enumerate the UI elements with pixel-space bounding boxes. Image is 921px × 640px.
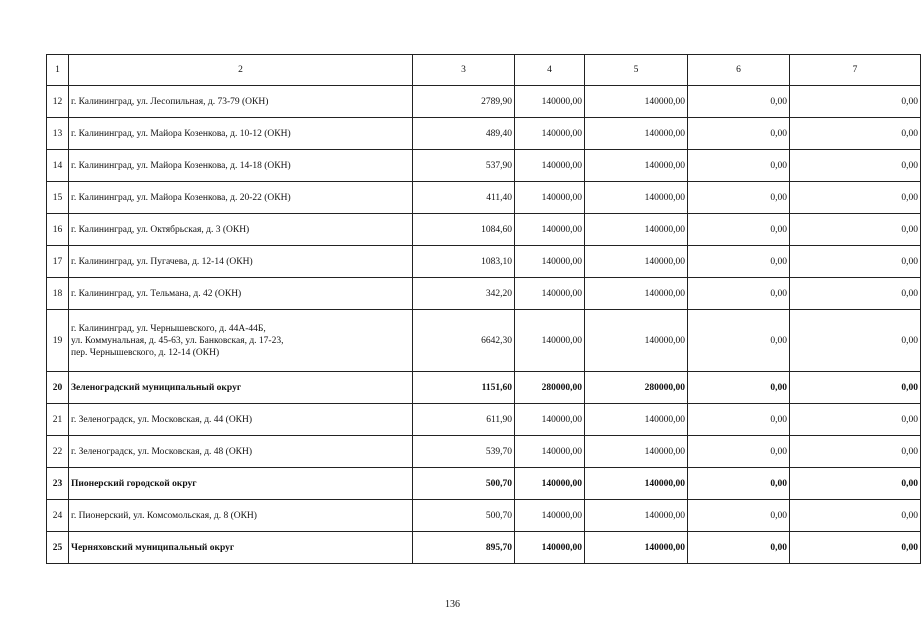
table-body: [47, 55, 921, 564]
value-col6-cell: 0,00: [688, 500, 790, 532]
value-col4-cell: 140000,00: [515, 468, 585, 500]
value-col7-cell: 0,00: [790, 532, 921, 564]
value-col6-cell: 0,00: [688, 468, 790, 500]
value-col5-cell: 140000,00: [585, 246, 688, 278]
value-col7-cell: 0,00: [790, 86, 921, 118]
value-col6-cell: 0,00: [688, 436, 790, 468]
row-number-cell: 16: [47, 214, 69, 246]
value-col7-cell: 0,00: [790, 468, 921, 500]
area-cell: 895,70: [413, 532, 515, 564]
value-col4-cell: 140000,00: [515, 404, 585, 436]
table-row: [47, 246, 921, 278]
value-col7-cell: 0,00: [790, 310, 921, 372]
value-col7-cell: 0,00: [790, 150, 921, 182]
value-col5-cell: 140000,00: [585, 214, 688, 246]
area-cell: 537,90: [413, 150, 515, 182]
address-cell: [69, 278, 413, 310]
address-cell: [69, 118, 413, 150]
address-line: г. Калининград, ул. Октябрьская, д. 3 (ОКН): [71, 224, 250, 235]
address-line: г. Калининград, ул. Майора Козенкова, д. 10-12 (ОКН): [71, 128, 291, 139]
value-col6-cell: 0,00: [688, 214, 790, 246]
value-col6-cell: 0,00: [688, 86, 790, 118]
value-col7-cell: 0,00: [790, 372, 921, 404]
address-cell: [69, 214, 413, 246]
row-number-cell: 15: [47, 182, 69, 214]
address-line: г. Зеленоградск, ул. Московская, д. 44 (ОКН): [71, 414, 253, 425]
address-cell: [69, 532, 413, 564]
address-line: г. Калининград, ул. Чернышевского, д. 44А-44Б,: [71, 323, 266, 334]
data-table: [46, 54, 921, 564]
address-cell: [69, 182, 413, 214]
value-col4-cell: 140000,00: [515, 500, 585, 532]
row-number-cell: 25: [47, 532, 69, 564]
table-row: [47, 436, 921, 468]
value-col6-cell: 0,00: [688, 278, 790, 310]
table-row: [47, 182, 921, 214]
address-cell: [69, 150, 413, 182]
address-line: Черняховский муниципальный округ: [71, 542, 235, 553]
value-col5-cell: 280000,00: [585, 372, 688, 404]
value-col6-cell: 0,00: [688, 150, 790, 182]
address-line: пер. Чернышевского, д. 12-14 (ОКН): [71, 347, 220, 358]
address-line: г. Зеленоградск, ул. Московская, д. 48 (ОКН): [71, 446, 253, 457]
row-number-cell: 12: [47, 86, 69, 118]
table-row: [47, 86, 921, 118]
column-header: 3: [413, 55, 515, 86]
area-cell: 1083,10: [413, 246, 515, 278]
table-row: [47, 278, 921, 310]
value-col7-cell: 0,00: [790, 500, 921, 532]
area-cell: 2789,90: [413, 86, 515, 118]
area-cell: 489,40: [413, 118, 515, 150]
value-col5-cell: 140000,00: [585, 310, 688, 372]
value-col6-cell: 0,00: [688, 310, 790, 372]
value-col4-cell: 280000,00: [515, 372, 585, 404]
address-line: г. Калининград, ул. Лесопильная, д. 73-79 (ОКН): [71, 96, 269, 107]
address-line: ул. Коммунальная, д. 45-63, ул. Банковская, д. 17-23,: [71, 335, 284, 346]
value-col7-cell: 0,00: [790, 246, 921, 278]
address-cell: [69, 246, 413, 278]
row-number-cell: 17: [47, 246, 69, 278]
table-row: [47, 150, 921, 182]
value-col7-cell: 0,00: [790, 404, 921, 436]
value-col5-cell: 140000,00: [585, 278, 688, 310]
value-col7-cell: 0,00: [790, 278, 921, 310]
column-header: 2: [69, 55, 413, 86]
row-number-cell: 18: [47, 278, 69, 310]
row-number-cell: 14: [47, 150, 69, 182]
value-col6-cell: 0,00: [688, 118, 790, 150]
address-cell: [69, 468, 413, 500]
table-row: [47, 500, 921, 532]
value-col5-cell: 140000,00: [585, 500, 688, 532]
value-col4-cell: 140000,00: [515, 86, 585, 118]
address-cell: [69, 86, 413, 118]
value-col5-cell: 140000,00: [585, 468, 688, 500]
row-number-cell: 23: [47, 468, 69, 500]
column-header: 7: [790, 55, 921, 86]
value-col6-cell: 0,00: [688, 372, 790, 404]
address-line: Зеленоградский муниципальный округ: [71, 382, 242, 393]
area-cell: 539,70: [413, 436, 515, 468]
area-cell: 342,20: [413, 278, 515, 310]
address-line: г. Пионерский, ул. Комсомольская, д. 8 (ОКН): [71, 510, 257, 521]
value-col5-cell: 140000,00: [585, 86, 688, 118]
value-col4-cell: 140000,00: [515, 436, 585, 468]
value-col5-cell: 140000,00: [585, 182, 688, 214]
table-row: [47, 404, 921, 436]
row-number-cell: 21: [47, 404, 69, 436]
table-row: [47, 468, 921, 500]
address-cell: [69, 310, 413, 372]
value-col6-cell: 0,00: [688, 246, 790, 278]
table-header-row: [47, 55, 921, 86]
area-cell: 500,70: [413, 468, 515, 500]
row-number-cell: 24: [47, 500, 69, 532]
value-col5-cell: 140000,00: [585, 436, 688, 468]
value-col7-cell: 0,00: [790, 182, 921, 214]
table-row: [47, 532, 921, 564]
address-line: Пионерский городской округ: [71, 478, 197, 489]
row-number-cell: 19: [47, 310, 69, 372]
table-row: [47, 310, 921, 372]
value-col4-cell: 140000,00: [515, 532, 585, 564]
table-row: [47, 372, 921, 404]
value-col7-cell: 0,00: [790, 214, 921, 246]
value-col4-cell: 140000,00: [515, 150, 585, 182]
column-header: 5: [585, 55, 688, 86]
area-cell: 6642,30: [413, 310, 515, 372]
address-line: г. Калининград, ул. Тельмана, д. 42 (ОКН): [71, 288, 242, 299]
address-cell: [69, 404, 413, 436]
row-number-cell: 22: [47, 436, 69, 468]
address-line: г. Калининград, ул. Майора Козенкова, д. 14-18 (ОКН): [71, 160, 291, 171]
area-cell: 1084,60: [413, 214, 515, 246]
address-line: г. Калининград, ул. Майора Козенкова, д. 20-22 (ОКН): [71, 192, 291, 203]
area-cell: 411,40: [413, 182, 515, 214]
value-col5-cell: 140000,00: [585, 404, 688, 436]
value-col4-cell: 140000,00: [515, 310, 585, 372]
address-line: г. Калининград, ул. Пугачева, д. 12-14 (ОКН): [71, 256, 253, 267]
row-number-cell: 20: [47, 372, 69, 404]
value-col5-cell: 140000,00: [585, 532, 688, 564]
value-col5-cell: 140000,00: [585, 118, 688, 150]
address-cell: [69, 500, 413, 532]
value-col6-cell: 0,00: [688, 404, 790, 436]
area-cell: 1151,60: [413, 372, 515, 404]
address-cell: [69, 372, 413, 404]
value-col4-cell: 140000,00: [515, 246, 585, 278]
column-header: 1: [47, 55, 69, 86]
value-col7-cell: 0,00: [790, 436, 921, 468]
address-cell: [69, 436, 413, 468]
table-row: [47, 118, 921, 150]
column-header: 4: [515, 55, 585, 86]
column-header: 6: [688, 55, 790, 86]
area-cell: 500,70: [413, 500, 515, 532]
row-number-cell: 13: [47, 118, 69, 150]
area-cell: 611,90: [413, 404, 515, 436]
value-col4-cell: 140000,00: [515, 214, 585, 246]
value-col4-cell: 140000,00: [515, 118, 585, 150]
value-col4-cell: 140000,00: [515, 182, 585, 214]
value-col4-cell: 140000,00: [515, 278, 585, 310]
table-row: [47, 214, 921, 246]
value-col6-cell: 0,00: [688, 532, 790, 564]
page-number: 136: [445, 599, 460, 610]
value-col5-cell: 140000,00: [585, 150, 688, 182]
value-col6-cell: 0,00: [688, 182, 790, 214]
value-col7-cell: 0,00: [790, 118, 921, 150]
